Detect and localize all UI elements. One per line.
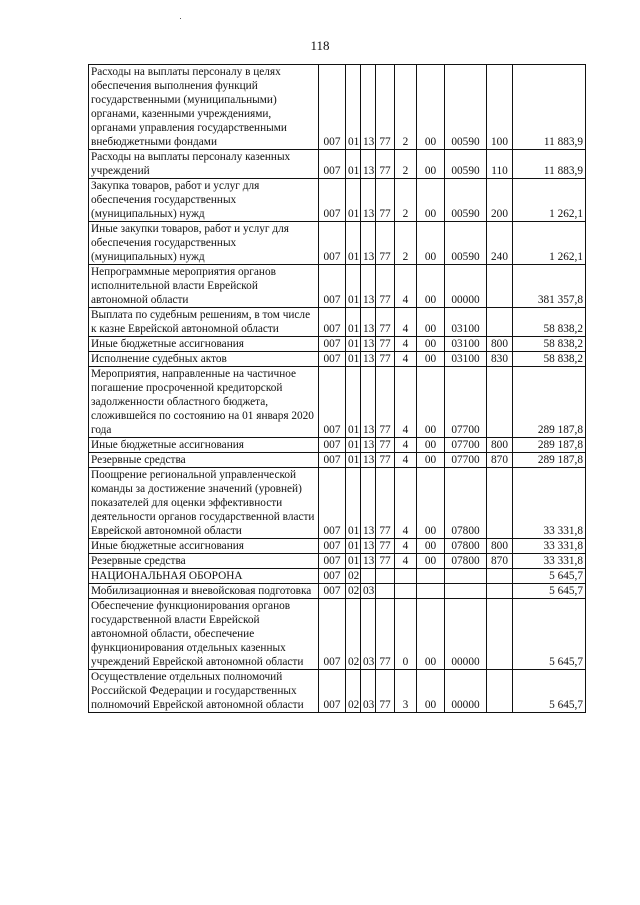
subsection-code-cell: 13 <box>361 337 376 352</box>
direction-code-cell: 07700 <box>445 367 487 438</box>
table-row <box>89 468 586 539</box>
direction-code-cell: 00590 <box>445 179 487 222</box>
direction-code-cell: 07800 <box>445 554 487 569</box>
subprogram-code-cell: 4 <box>395 265 417 308</box>
section-code-cell: 01 <box>346 308 361 337</box>
amount-cell: 5 645,7 <box>513 670 586 713</box>
main-activity-code-cell: 00 <box>417 438 445 453</box>
table-row <box>89 65 586 150</box>
direction-code-cell: 00590 <box>445 150 487 179</box>
dept-code-cell: 007 <box>319 584 346 599</box>
amount-cell: 289 187,8 <box>513 453 586 468</box>
name-cell: Выплата по судебным решениям, в том числе к казне Еврейской автономной области <box>89 308 319 337</box>
program-code-cell: 77 <box>376 65 395 150</box>
amount-cell: 1 262,1 <box>513 179 586 222</box>
program-code-cell: 77 <box>376 468 395 539</box>
dept-code-cell: 007 <box>319 222 346 265</box>
table-row <box>89 308 586 337</box>
dept-code-cell: 007 <box>319 599 346 670</box>
expense-type-cell: 100 <box>487 65 513 150</box>
direction-code-cell <box>445 584 487 599</box>
expense-type-cell: 110 <box>487 150 513 179</box>
name-cell: Мобилизационная и вневойсковая подготовка <box>89 584 319 599</box>
subsection-code-cell: 13 <box>361 468 376 539</box>
direction-code-cell: 07800 <box>445 539 487 554</box>
main-activity-code-cell: 00 <box>417 352 445 367</box>
main-activity-code-cell: 00 <box>417 599 445 670</box>
expense-type-cell <box>487 468 513 539</box>
section-code-cell: 01 <box>346 468 361 539</box>
main-activity-code-cell: 00 <box>417 150 445 179</box>
main-activity-code-cell: 00 <box>417 337 445 352</box>
subsection-code-cell: 13 <box>361 453 376 468</box>
table-row <box>89 438 586 453</box>
expense-type-cell: 800 <box>487 337 513 352</box>
section-code-cell: 01 <box>346 438 361 453</box>
program-code-cell: 77 <box>376 179 395 222</box>
program-code-cell: 77 <box>376 670 395 713</box>
name-cell: Расходы на выплаты персоналу в целях обеспечения выполнения функций государственными (муниципальными) органами, казенными учреждениями, органами управления государственными внебюджетными фондами <box>89 65 319 150</box>
table-row <box>89 337 586 352</box>
expense-type-cell: 200 <box>487 179 513 222</box>
name-cell: Исполнение судебных актов <box>89 352 319 367</box>
section-code-cell: 01 <box>346 367 361 438</box>
dept-code-cell: 007 <box>319 468 346 539</box>
amount-cell: 33 331,8 <box>513 468 586 539</box>
section-code-cell: 01 <box>346 453 361 468</box>
program-code-cell: 77 <box>376 438 395 453</box>
name-cell: НАЦИОНАЛЬНАЯ ОБОРОНА <box>89 569 319 584</box>
budget-table-body <box>89 65 586 713</box>
amount-cell: 11 883,9 <box>513 65 586 150</box>
expense-type-cell <box>487 584 513 599</box>
section-code-cell: 01 <box>346 337 361 352</box>
table-row <box>89 352 586 367</box>
direction-code-cell: 00000 <box>445 599 487 670</box>
amount-cell: 11 883,9 <box>513 150 586 179</box>
dept-code-cell: 007 <box>319 308 346 337</box>
amount-cell: 58 838,2 <box>513 308 586 337</box>
direction-code-cell: 00000 <box>445 670 487 713</box>
main-activity-code-cell: 00 <box>417 539 445 554</box>
page-number: 118 <box>310 38 330 53</box>
subsection-code-cell: 13 <box>361 438 376 453</box>
name-cell: Осуществление отдельных полномочий Российской Федерации и государственных полномочий Еврейской автономной области <box>89 670 319 713</box>
dept-code-cell: 007 <box>319 150 346 179</box>
program-code-cell: 77 <box>376 222 395 265</box>
main-activity-code-cell: 00 <box>417 453 445 468</box>
subprogram-code-cell <box>395 569 417 584</box>
direction-code-cell: 00590 <box>445 65 487 150</box>
expense-type-cell <box>487 599 513 670</box>
expense-type-cell <box>487 265 513 308</box>
subsection-code-cell: 03 <box>361 670 376 713</box>
expense-type-cell <box>487 308 513 337</box>
subsection-code-cell: 13 <box>361 554 376 569</box>
main-activity-code-cell: 00 <box>417 367 445 438</box>
subprogram-code-cell: 2 <box>395 179 417 222</box>
section-code-cell: 01 <box>346 150 361 179</box>
amount-cell: 58 838,2 <box>513 352 586 367</box>
expense-type-cell <box>487 569 513 584</box>
name-cell: Расходы на выплаты персоналу казенных учреждений <box>89 150 319 179</box>
name-cell: Обеспечение функционирования органов государственной власти Еврейской автономной области, обеспечение функционирования отдельных казенных учреждений Еврейской автономной области <box>89 599 319 670</box>
subprogram-code-cell: 4 <box>395 367 417 438</box>
table-row <box>89 569 586 584</box>
program-code-cell: 77 <box>376 265 395 308</box>
subprogram-code-cell: 4 <box>395 468 417 539</box>
direction-code-cell: 07700 <box>445 438 487 453</box>
amount-cell: 33 331,8 <box>513 539 586 554</box>
section-code-cell: 01 <box>346 65 361 150</box>
program-code-cell <box>376 569 395 584</box>
main-activity-code-cell: 00 <box>417 308 445 337</box>
program-code-cell: 77 <box>376 150 395 179</box>
name-cell: Резервные средства <box>89 554 319 569</box>
program-code-cell: 77 <box>376 308 395 337</box>
subsection-code-cell: 13 <box>361 222 376 265</box>
subsection-code-cell: 03 <box>361 599 376 670</box>
main-activity-code-cell: 00 <box>417 222 445 265</box>
section-code-cell: 01 <box>346 222 361 265</box>
section-code-cell: 01 <box>346 352 361 367</box>
program-code-cell: 77 <box>376 554 395 569</box>
expense-type-cell: 800 <box>487 438 513 453</box>
subprogram-code-cell: 0 <box>395 599 417 670</box>
main-activity-code-cell <box>417 569 445 584</box>
subprogram-code-cell <box>395 584 417 599</box>
subprogram-code-cell: 4 <box>395 352 417 367</box>
program-code-cell: 77 <box>376 539 395 554</box>
section-code-cell: 01 <box>346 265 361 308</box>
section-code-cell: 01 <box>346 539 361 554</box>
dept-code-cell: 007 <box>319 453 346 468</box>
amount-cell: 289 187,8 <box>513 438 586 453</box>
program-code-cell: 77 <box>376 337 395 352</box>
section-code-cell: 02 <box>346 599 361 670</box>
table-row <box>89 179 586 222</box>
dept-code-cell: 007 <box>319 554 346 569</box>
direction-code-cell: 07700 <box>445 453 487 468</box>
section-code-cell: 02 <box>346 670 361 713</box>
section-code-cell: 02 <box>346 584 361 599</box>
amount-cell: 381 357,8 <box>513 265 586 308</box>
section-code-cell: 01 <box>346 554 361 569</box>
name-cell: Закупка товаров, работ и услуг для обеспечения государственных (муниципальных) нужд <box>89 179 319 222</box>
expense-type-cell: 240 <box>487 222 513 265</box>
subsection-code-cell: 13 <box>361 539 376 554</box>
subsection-code-cell: 13 <box>361 179 376 222</box>
direction-code-cell: 03100 <box>445 352 487 367</box>
name-cell: Иные бюджетные ассигнования <box>89 539 319 554</box>
main-activity-code-cell: 00 <box>417 468 445 539</box>
dept-code-cell: 007 <box>319 337 346 352</box>
main-activity-code-cell: 00 <box>417 265 445 308</box>
program-code-cell: 77 <box>376 599 395 670</box>
direction-code-cell: 00000 <box>445 265 487 308</box>
dept-code-cell: 007 <box>319 179 346 222</box>
name-cell: Резервные средства <box>89 453 319 468</box>
dept-code-cell: 007 <box>319 265 346 308</box>
subprogram-code-cell: 2 <box>395 150 417 179</box>
table-row <box>89 367 586 438</box>
name-cell: Иные бюджетные ассигнования <box>89 337 319 352</box>
expense-type-cell <box>487 670 513 713</box>
dept-code-cell: 007 <box>319 670 346 713</box>
subprogram-code-cell: 4 <box>395 453 417 468</box>
table-row <box>89 150 586 179</box>
direction-code-cell: 03100 <box>445 308 487 337</box>
direction-code-cell: 07800 <box>445 468 487 539</box>
main-activity-code-cell: 00 <box>417 179 445 222</box>
scan-speck <box>180 18 181 19</box>
subsection-code-cell: 13 <box>361 308 376 337</box>
amount-cell: 5 645,7 <box>513 584 586 599</box>
amount-cell: 289 187,8 <box>513 367 586 438</box>
amount-cell: 5 645,7 <box>513 569 586 584</box>
table-row <box>89 554 586 569</box>
subsection-code-cell: 13 <box>361 65 376 150</box>
expense-type-cell: 800 <box>487 539 513 554</box>
dept-code-cell: 007 <box>319 65 346 150</box>
direction-code-cell: 00590 <box>445 222 487 265</box>
expense-type-cell: 870 <box>487 554 513 569</box>
subprogram-code-cell: 4 <box>395 438 417 453</box>
amount-cell: 1 262,1 <box>513 222 586 265</box>
direction-code-cell: 03100 <box>445 337 487 352</box>
section-code-cell: 01 <box>346 179 361 222</box>
dept-code-cell: 007 <box>319 352 346 367</box>
subsection-code-cell: 13 <box>361 150 376 179</box>
subprogram-code-cell: 4 <box>395 539 417 554</box>
main-activity-code-cell: 00 <box>417 670 445 713</box>
amount-cell: 33 331,8 <box>513 554 586 569</box>
name-cell: Иные закупки товаров, работ и услуг для обеспечения государственных (муниципальных) нужд <box>89 222 319 265</box>
name-cell: Мероприятия, направленные на частичное погашение просроченной кредиторской задолженности областного бюджета, сложившейся по состоянию на 01 января 2020 года <box>89 367 319 438</box>
table-row <box>89 599 586 670</box>
section-code-cell: 02 <box>346 569 361 584</box>
dept-code-cell: 007 <box>319 438 346 453</box>
program-code-cell <box>376 584 395 599</box>
subprogram-code-cell: 3 <box>395 670 417 713</box>
subsection-code-cell <box>361 569 376 584</box>
table-row <box>89 265 586 308</box>
subsection-code-cell: 13 <box>361 265 376 308</box>
table-row <box>89 670 586 713</box>
program-code-cell: 77 <box>376 367 395 438</box>
name-cell: Поощрение региональной управленческой команды за достижение значений (уровней) показателей для оценки эффективности деятельности органов государственной власти Еврейской автономной области <box>89 468 319 539</box>
expense-type-cell: 870 <box>487 453 513 468</box>
dept-code-cell: 007 <box>319 569 346 584</box>
dept-code-cell: 007 <box>319 367 346 438</box>
subprogram-code-cell: 2 <box>395 222 417 265</box>
dept-code-cell: 007 <box>319 539 346 554</box>
subsection-code-cell: 03 <box>361 584 376 599</box>
budget-table <box>88 64 586 713</box>
main-activity-code-cell: 00 <box>417 554 445 569</box>
subprogram-code-cell: 4 <box>395 337 417 352</box>
subprogram-code-cell: 2 <box>395 65 417 150</box>
main-activity-code-cell: 00 <box>417 65 445 150</box>
program-code-cell: 77 <box>376 453 395 468</box>
expense-type-cell <box>487 367 513 438</box>
subsection-code-cell: 13 <box>361 352 376 367</box>
table-row <box>89 539 586 554</box>
expense-type-cell: 830 <box>487 352 513 367</box>
amount-cell: 58 838,2 <box>513 337 586 352</box>
table-row <box>89 453 586 468</box>
subsection-code-cell: 13 <box>361 367 376 438</box>
main-activity-code-cell <box>417 584 445 599</box>
name-cell: Иные бюджетные ассигнования <box>89 438 319 453</box>
program-code-cell: 77 <box>376 352 395 367</box>
direction-code-cell <box>445 569 487 584</box>
subprogram-code-cell: 4 <box>395 308 417 337</box>
table-row <box>89 584 586 599</box>
name-cell: Непрограммные мероприятия органов исполнительной власти Еврейской автономной области <box>89 265 319 308</box>
table-row <box>89 222 586 265</box>
subprogram-code-cell: 4 <box>395 554 417 569</box>
amount-cell: 5 645,7 <box>513 599 586 670</box>
